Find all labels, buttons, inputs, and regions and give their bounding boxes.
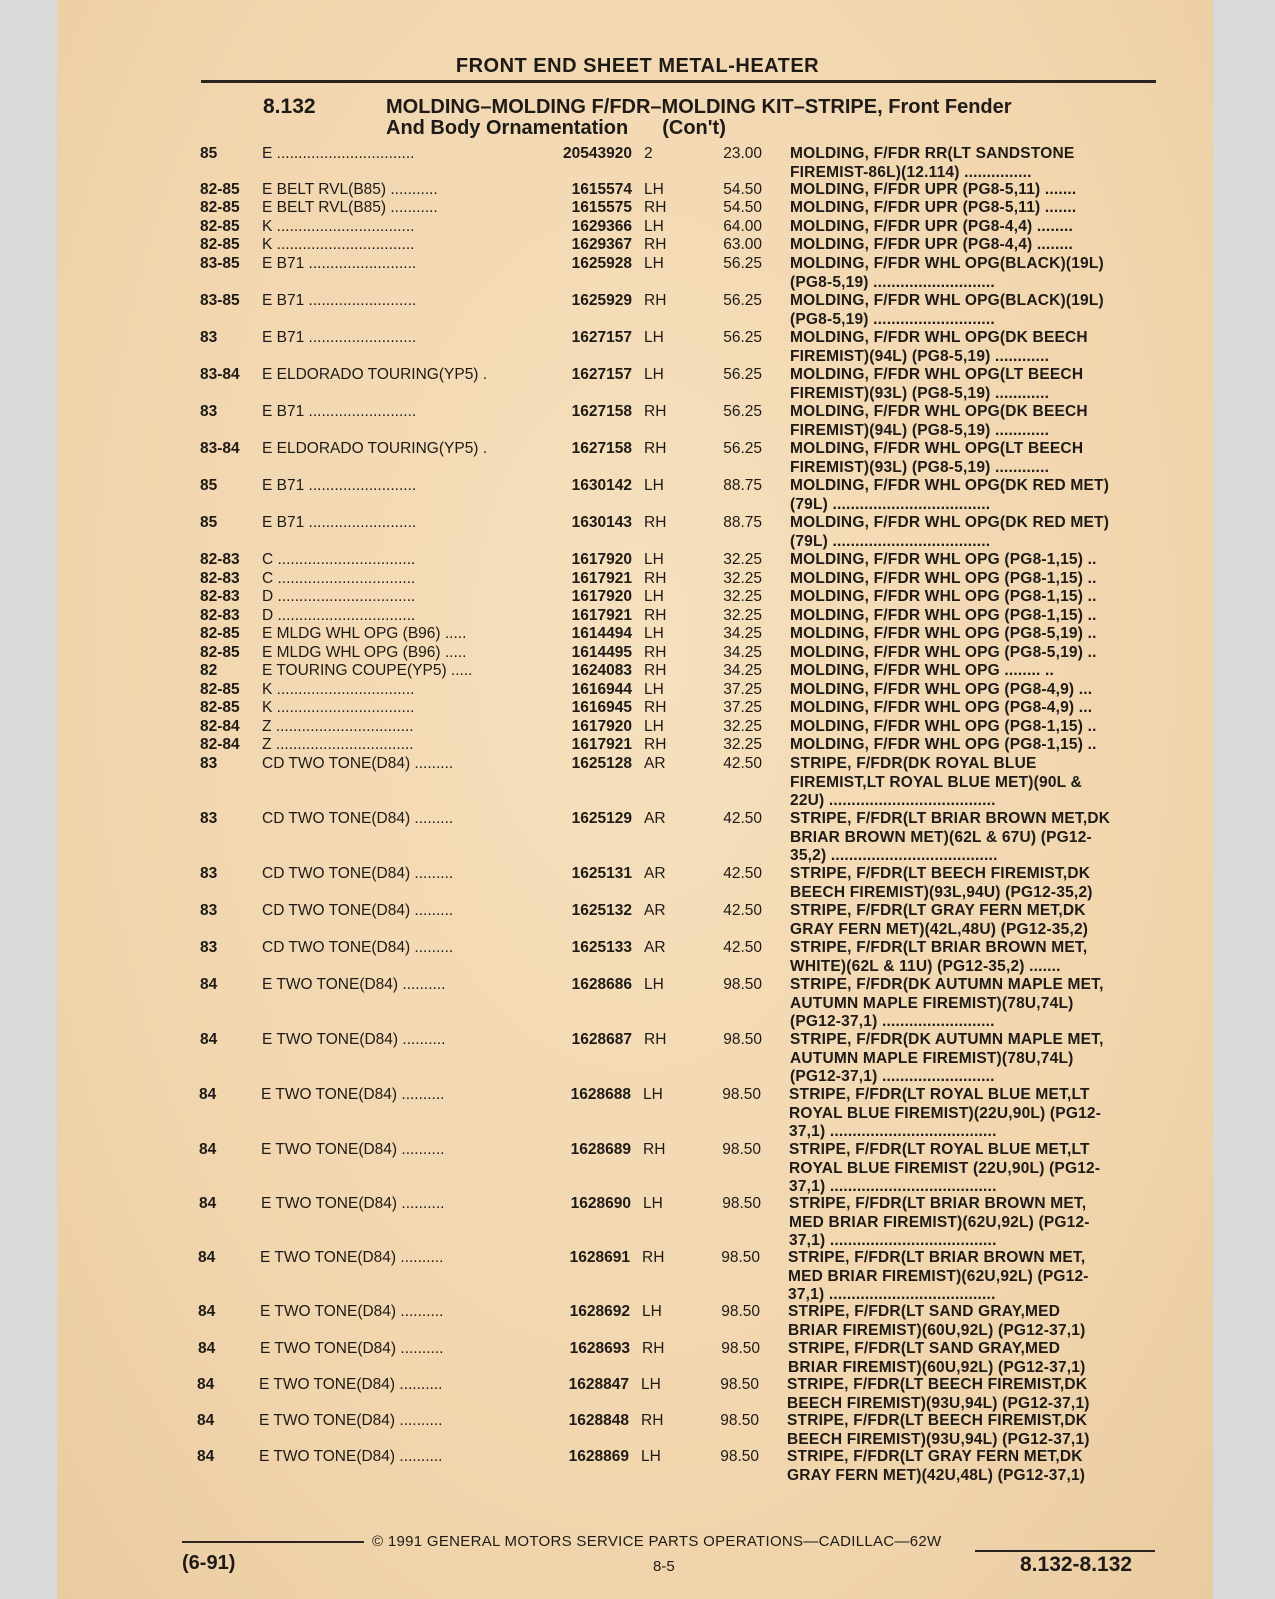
entry-price: 56.25 <box>723 366 762 383</box>
entry-side: RH <box>642 1340 665 1357</box>
entry-price: 32.25 <box>723 607 762 624</box>
entry-price: 56.25 <box>723 292 762 309</box>
entry-part-name: MOLDING, F/FDR WHL OPG (PG8-5,19) .. <box>790 644 1097 661</box>
page-header-title: FRONT END SHEET METAL-HEATER <box>455 55 820 77</box>
entry-description: E MLDG WHL OPG (B96) ..... <box>262 644 467 661</box>
entry-year: 83 <box>200 755 218 772</box>
entry-year: 84 <box>197 1448 215 1465</box>
entry-description: E TWO TONE(D84) .......... <box>262 976 446 993</box>
entry-price: 98.50 <box>722 1195 761 1212</box>
entry-price: 23.00 <box>723 145 762 162</box>
section-title-line2: And Body Ornamentation <box>386 117 629 139</box>
entry-side: AR <box>644 755 666 772</box>
entry-side: LH <box>644 255 664 272</box>
entry-year: 85 <box>200 477 218 494</box>
entry-part-name: MOLDING, F/FDR WHL OPG(DK RED MET) (79L) ................................... <box>790 477 1110 513</box>
footer-rule-left <box>182 1541 364 1543</box>
entry-description: D ................................ <box>262 607 416 624</box>
entry-part-number: 1628691 <box>569 1249 630 1266</box>
entry-year: 82-83 <box>200 588 240 605</box>
entry-year: 83 <box>200 403 218 420</box>
entry-side: AR <box>644 902 666 919</box>
entry-side: LH <box>644 181 664 198</box>
entry-year: 82 <box>200 662 218 679</box>
entry-part-number: 1625928 <box>571 255 632 272</box>
entry-part-name: STRIPE, F/FDR(LT BEECH FIREMIST,DK BEECH FIREMIST)(93L,94U) (PG12-35,2) <box>790 865 1093 901</box>
entry-description: E TWO TONE(D84) .......... <box>259 1376 443 1393</box>
entry-side: RH <box>641 1412 664 1429</box>
entry-year: 82-85 <box>200 218 240 235</box>
entry-side: RH <box>644 199 667 216</box>
entry-description: E B71 ......................... <box>262 403 417 420</box>
entry-part-number: 1617920 <box>571 588 632 605</box>
entry-year: 84 <box>198 1340 216 1357</box>
entry-year: 82-84 <box>200 736 240 753</box>
entry-side: RH <box>644 607 667 624</box>
entry-part-name: STRIPE, F/FDR(LT SAND GRAY,MED BRIAR FIREMIST)(60U,92L) (PG12-37,1) <box>788 1340 1086 1376</box>
entry-price: 32.25 <box>723 736 762 753</box>
entry-part-number: 1625929 <box>571 292 632 309</box>
entry-year: 82-85 <box>200 199 240 216</box>
entry-price: 64.00 <box>723 218 762 235</box>
entry-year: 83-85 <box>200 255 240 272</box>
entry-part-number: 1617921 <box>571 570 632 587</box>
entry-side: AR <box>644 810 666 827</box>
entry-price: 42.50 <box>723 865 762 882</box>
entry-price: 98.50 <box>722 1086 761 1103</box>
footer-date-code: (6-91) <box>182 1552 236 1574</box>
entry-year: 83-84 <box>200 440 240 457</box>
entry-year: 82-85 <box>200 644 240 661</box>
entry-part-name: STRIPE, F/FDR(DK AUTUMN MAPLE MET, AUTUMN MAPLE FIREMIST)(78U,74L) (PG12-37,1) ......................... <box>790 1031 1104 1085</box>
entry-part-name: STRIPE, F/FDR(DK ROYAL BLUE FIREMIST,LT ROYAL BLUE MET)(90L & 22U) ..................................... <box>790 755 1082 809</box>
entry-part-name: STRIPE, F/FDR(LT ROYAL BLUE MET,LT ROYAL BLUE FIREMIST)(22U,90L) (PG12- 37,1) ..................................... <box>789 1086 1102 1140</box>
entry-price: 54.50 <box>723 181 762 198</box>
entry-description: C ................................ <box>262 570 416 587</box>
entry-part-name: STRIPE, F/FDR(LT BEECH FIREMIST,DK BEECH FIREMIST)(93U,94L) (PG12-37,1) <box>787 1376 1090 1412</box>
entry-part-number: 1617920 <box>571 718 632 735</box>
entry-price: 42.50 <box>723 939 762 956</box>
entry-price: 98.50 <box>721 1249 760 1266</box>
entry-price: 98.50 <box>723 976 762 993</box>
entry-description: K ................................ <box>262 681 415 698</box>
entry-year: 83 <box>200 865 218 882</box>
entry-price: 98.50 <box>721 1303 760 1320</box>
entry-part-name: MOLDING, F/FDR WHL OPG (PG8-4,9) ... <box>790 681 1093 698</box>
entry-price: 56.25 <box>723 255 762 272</box>
entry-part-number: 1616944 <box>571 681 632 698</box>
entry-side: LH <box>644 329 664 346</box>
header-rule <box>201 80 1156 83</box>
entry-part-number: 1628687 <box>571 1031 632 1048</box>
entry-part-number: 1615575 <box>571 199 632 216</box>
entry-description: E B71 ......................... <box>262 514 417 531</box>
entry-year: 82-85 <box>200 236 240 253</box>
entry-side: RH <box>644 736 667 753</box>
entry-part-number: 1627158 <box>571 403 632 420</box>
entry-price: 32.25 <box>723 718 762 735</box>
entry-year: 83-84 <box>200 366 240 383</box>
entry-side: RH <box>644 403 667 420</box>
entry-part-number: 1627157 <box>571 366 632 383</box>
entry-description: E BELT RVL(B85) ........... <box>262 181 438 198</box>
entry-price: 88.75 <box>723 514 762 531</box>
section-continued: (Con't) <box>662 117 726 139</box>
entry-side: LH <box>644 366 664 383</box>
entry-part-name: STRIPE, F/FDR(LT ROYAL BLUE MET,LT ROYAL BLUE FIREMIST (22U,90L) (PG12- 37,1) ..................................... <box>789 1141 1101 1195</box>
entry-year: 83 <box>200 810 218 827</box>
entry-part-name: MOLDING, F/FDR WHL OPG(DK BEECH FIREMIST)(94L) (PG8-5,19) ............ <box>790 403 1088 439</box>
entry-price: 37.25 <box>723 699 762 716</box>
entry-part-name: MOLDING, F/FDR UPR (PG8-4,4) ........ <box>790 218 1073 235</box>
entry-price: 88.75 <box>723 477 762 494</box>
entry-part-name: MOLDING, F/FDR WHL OPG(DK BEECH FIREMIST)(94L) (PG8-5,19) ............ <box>790 329 1088 365</box>
entry-side: RH <box>644 1031 667 1048</box>
entry-side: AR <box>644 939 666 956</box>
entry-price: 32.25 <box>723 551 762 568</box>
entry-part-name: MOLDING, F/FDR RR(LT SANDSTONE FIREMIST-86L)(12.114) ............... <box>790 145 1075 181</box>
entry-year: 83 <box>200 902 218 919</box>
entry-side: RH <box>644 440 667 457</box>
entry-part-name: STRIPE, F/FDR(LT BRIAR BROWN MET, MED BRIAR FIREMIST)(62U,92L) (PG12- 37,1) ..................................... <box>789 1195 1090 1249</box>
entry-side: LH <box>643 1086 663 1103</box>
entry-description: CD TWO TONE(D84) ......... <box>262 939 454 956</box>
entry-year: 85 <box>200 514 218 531</box>
entry-part-number: 1627157 <box>571 329 632 346</box>
entry-part-number: 1629366 <box>571 218 632 235</box>
entry-description: E B71 ......................... <box>262 477 417 494</box>
entry-price: 34.25 <box>723 625 762 642</box>
entry-year: 83 <box>200 329 218 346</box>
entry-description: E TWO TONE(D84) .......... <box>261 1141 445 1158</box>
entry-part-number: 1628848 <box>568 1412 629 1429</box>
entry-year: 84 <box>199 1086 217 1103</box>
entry-price: 42.50 <box>723 902 762 919</box>
entry-part-name: MOLDING, F/FDR WHL OPG (PG8-1,15) .. <box>790 551 1097 568</box>
entry-description: CD TWO TONE(D84) ......... <box>262 865 454 882</box>
entry-description: E TWO TONE(D84) .......... <box>259 1412 443 1429</box>
entry-description: K ................................ <box>262 236 415 253</box>
entry-year: 82-84 <box>200 718 240 735</box>
entry-side: LH <box>644 551 664 568</box>
entry-side: RH <box>644 514 667 531</box>
entry-part-name: MOLDING, F/FDR UPR (PG8-5,11) ....... <box>790 199 1077 216</box>
entry-part-number: 1617921 <box>571 736 632 753</box>
entry-side: LH <box>641 1448 661 1465</box>
entry-price: 56.25 <box>723 440 762 457</box>
entry-price: 37.25 <box>723 681 762 698</box>
entry-part-number: 1625132 <box>571 902 632 919</box>
entry-year: 82-85 <box>200 625 240 642</box>
entry-side: LH <box>644 976 664 993</box>
entry-year: 82-83 <box>200 551 240 568</box>
entry-year: 82-85 <box>200 699 240 716</box>
entry-year: 84 <box>200 976 218 993</box>
entry-price: 98.50 <box>721 1340 760 1357</box>
entry-part-number: 1630142 <box>571 477 632 494</box>
footer-section-range: 8.132-8.132 <box>1020 1553 1133 1576</box>
entry-part-number: 1628688 <box>570 1086 631 1103</box>
entry-side: LH <box>644 477 664 494</box>
entry-side: RH <box>643 1141 666 1158</box>
entry-side: RH <box>644 699 667 716</box>
entry-side: RH <box>644 644 667 661</box>
entry-part-name: MOLDING, F/FDR WHL OPG (PG8-1,15) .. <box>790 718 1097 735</box>
entry-price: 56.25 <box>723 403 762 420</box>
entry-description: E ELDORADO TOURING(YP5) . <box>262 440 488 457</box>
entry-part-name: MOLDING, F/FDR WHL OPG (PG8-1,15) .. <box>790 607 1097 624</box>
entry-part-name: STRIPE, F/FDR(LT SAND GRAY,MED BRIAR FIREMIST)(60U,92L) (PG12-37,1) <box>788 1303 1086 1339</box>
entry-side: RH <box>644 570 667 587</box>
entry-side: 2 <box>644 145 653 162</box>
entry-part-number: 1625129 <box>571 810 632 827</box>
entry-part-name: STRIPE, F/FDR(LT BEECH FIREMIST,DK BEECH FIREMIST)(93U,94L) (PG12-37,1) <box>787 1412 1090 1448</box>
section-number: 8.132 <box>263 95 316 118</box>
entry-description: E TWO TONE(D84) .......... <box>261 1086 445 1103</box>
entry-description: E ................................ <box>262 145 415 162</box>
entry-part-number: 1625133 <box>571 939 632 956</box>
entry-part-number: 1625128 <box>571 755 632 772</box>
entry-side: LH <box>644 588 664 605</box>
entry-part-name: MOLDING, F/FDR WHL OPG(DK RED MET) (79L) ................................... <box>790 514 1110 550</box>
entry-part-number: 1627158 <box>571 440 632 457</box>
entry-year: 83-85 <box>200 292 240 309</box>
entry-part-name: STRIPE, F/FDR(DK AUTUMN MAPLE MET, AUTUMN MAPLE FIREMIST)(78U,74L) (PG12-37,1) ......................... <box>790 976 1104 1030</box>
entry-part-name: MOLDING, F/FDR WHL OPG(LT BEECH FIREMIST)(93L) (PG8-5,19) ............ <box>790 440 1084 476</box>
entry-side: LH <box>642 1303 662 1320</box>
entry-description: E TOURING COUPE(YP5) ..... <box>262 662 473 679</box>
entry-part-number: 1615574 <box>571 181 632 198</box>
entry-year: 82-85 <box>200 181 240 198</box>
entry-description: E TWO TONE(D84) .......... <box>259 1448 443 1465</box>
entry-part-number: 1625131 <box>571 865 632 882</box>
entry-year: 84 <box>198 1303 216 1320</box>
entry-side: LH <box>641 1376 661 1393</box>
entry-part-number: 1628689 <box>570 1141 631 1158</box>
entry-part-number: 1628869 <box>568 1448 629 1465</box>
entry-year: 84 <box>200 1031 218 1048</box>
entry-description: Z ................................ <box>262 718 414 735</box>
section-title <box>386 97 1012 139</box>
entry-side: AR <box>644 865 666 882</box>
entry-price: 98.50 <box>720 1376 759 1393</box>
entry-price: 32.25 <box>723 588 762 605</box>
entry-description: E BELT RVL(B85) ........... <box>262 199 438 216</box>
entry-year: 82-83 <box>200 607 240 624</box>
entry-description: E TWO TONE(D84) .......... <box>260 1340 444 1357</box>
entry-part-name: STRIPE, F/FDR(LT BRIAR BROWN MET, WHITE)(62L & 11U) (PG12-35,2) ....... <box>790 939 1088 975</box>
footer-copyright: © 1991 GENERAL MOTORS SERVICE PARTS OPERATIONS—CADILLAC—62W <box>372 1533 942 1550</box>
entry-side: LH <box>644 218 664 235</box>
entry-part-name: MOLDING, F/FDR UPR (PG8-4,4) ........ <box>790 236 1073 253</box>
entry-description: CD TWO TONE(D84) ......... <box>262 755 454 772</box>
entry-price: 98.50 <box>720 1412 759 1429</box>
entry-part-name: STRIPE, F/FDR(LT GRAY FERN MET,DK GRAY FERN MET)(42U,48L) (PG12-37,1) <box>787 1448 1086 1484</box>
entry-part-number: 1616945 <box>571 699 632 716</box>
entry-price: 98.50 <box>722 1141 761 1158</box>
entry-price: 63.00 <box>723 236 762 253</box>
entry-description: CD TWO TONE(D84) ......... <box>262 902 454 919</box>
entry-description: E TWO TONE(D84) .......... <box>262 1031 446 1048</box>
entry-part-name: MOLDING, F/FDR WHL OPG ........ .. <box>790 662 1054 679</box>
entry-part-number: 1630143 <box>571 514 632 531</box>
entry-side: LH <box>644 718 664 735</box>
entry-description: C ................................ <box>262 551 416 568</box>
entry-description: Z ................................ <box>262 736 414 753</box>
entry-part-number: 1629367 <box>571 236 632 253</box>
entry-description: E B71 ......................... <box>262 292 417 309</box>
entry-year: 85 <box>200 145 218 162</box>
entry-description: K ................................ <box>262 218 415 235</box>
entry-price: 98.50 <box>720 1448 759 1465</box>
entry-year: 84 <box>197 1412 215 1429</box>
entry-part-number: 1628690 <box>570 1195 631 1212</box>
entry-description: E TWO TONE(D84) .......... <box>260 1303 444 1320</box>
entry-description: CD TWO TONE(D84) ......... <box>262 810 454 827</box>
entry-description: D ................................ <box>262 588 416 605</box>
entry-year: 83 <box>200 939 218 956</box>
entry-part-number: 1628686 <box>571 976 632 993</box>
entry-part-name: MOLDING, F/FDR WHL OPG (PG8-1,15) .. <box>790 570 1097 587</box>
entry-part-number: 1614494 <box>571 625 632 642</box>
entry-year: 84 <box>197 1376 215 1393</box>
entry-price: 98.50 <box>723 1031 762 1048</box>
entry-description: E TWO TONE(D84) .......... <box>260 1249 444 1266</box>
entry-description: E MLDG WHL OPG (B96) ..... <box>262 625 467 642</box>
entry-description: E ELDORADO TOURING(YP5) . <box>262 366 488 383</box>
entry-part-number: 1617921 <box>571 607 632 624</box>
entry-part-number: 1628693 <box>569 1340 630 1357</box>
entry-year: 82-85 <box>200 681 240 698</box>
entry-side: RH <box>644 292 667 309</box>
entry-year: 84 <box>199 1141 217 1158</box>
entry-price: 32.25 <box>723 570 762 587</box>
entry-part-name: MOLDING, F/FDR WHL OPG(BLACK)(19L) (PG8-5,19) ........................... <box>790 255 1104 291</box>
entry-part-name: MOLDING, F/FDR WHL OPG(BLACK)(19L) (PG8-5,19) ........................... <box>790 292 1104 328</box>
entry-part-name: MOLDING, F/FDR WHL OPG(LT BEECH FIREMIST)(93L) (PG8-5,19) ............ <box>790 366 1084 402</box>
entry-side: RH <box>644 662 667 679</box>
entry-part-name: STRIPE, F/FDR(LT BRIAR BROWN MET, MED BRIAR FIREMIST)(62U,92L) (PG12- 37,1) ..................................... <box>788 1249 1089 1303</box>
entry-part-name: MOLDING, F/FDR WHL OPG (PG8-1,15) .. <box>790 588 1097 605</box>
entry-year: 84 <box>198 1249 216 1266</box>
entry-part-number: 20543920 <box>563 145 632 162</box>
entry-year: 84 <box>199 1195 217 1212</box>
entry-part-name: MOLDING, F/FDR WHL OPG (PG8-1,15) .. <box>790 736 1097 753</box>
entry-part-number: 1628847 <box>568 1376 629 1393</box>
entry-part-number: 1624083 <box>571 662 632 679</box>
entry-side: LH <box>644 625 664 642</box>
entry-year: 82-83 <box>200 570 240 587</box>
footer-rule-right <box>975 1550 1155 1552</box>
entry-side: LH <box>643 1195 663 1212</box>
footer-page-number: 8-5 <box>653 1558 675 1575</box>
entry-description: E TWO TONE(D84) .......... <box>261 1195 445 1212</box>
entry-price: 54.50 <box>723 199 762 216</box>
entry-description: K ................................ <box>262 699 415 716</box>
entry-part-name: STRIPE, F/FDR(LT BRIAR BROWN MET,DK BRIAR BROWN MET)(62L & 67U) (PG12- 35,2) ..................................... <box>790 810 1111 864</box>
entry-part-number: 1617920 <box>571 551 632 568</box>
entry-price: 34.25 <box>723 662 762 679</box>
section-title-line1: MOLDING–MOLDING F/FDR–MOLDING KIT–STRIPE, Front Fender <box>386 96 1012 118</box>
entry-part-number: 1614495 <box>571 644 632 661</box>
entry-price: 42.50 <box>723 810 762 827</box>
entry-part-name: MOLDING, F/FDR WHL OPG (PG8-5,19) .. <box>790 625 1097 642</box>
entry-price: 42.50 <box>723 755 762 772</box>
entry-part-number: 1628692 <box>569 1303 630 1320</box>
entry-description: E B71 ......................... <box>262 329 417 346</box>
entry-part-name: MOLDING, F/FDR WHL OPG (PG8-4,9) ... <box>790 699 1093 716</box>
entry-price: 34.25 <box>723 644 762 661</box>
entry-part-name: STRIPE, F/FDR(LT GRAY FERN MET,DK GRAY FERN MET)(42L,48U) (PG12-35,2) <box>790 902 1089 938</box>
entry-side: RH <box>642 1249 665 1266</box>
entry-part-name: MOLDING, F/FDR UPR (PG8-5,11) ....... <box>790 181 1077 198</box>
entry-description: E B71 ......................... <box>262 255 417 272</box>
entry-side: RH <box>644 236 667 253</box>
entry-side: LH <box>644 681 664 698</box>
entry-price: 56.25 <box>723 329 762 346</box>
